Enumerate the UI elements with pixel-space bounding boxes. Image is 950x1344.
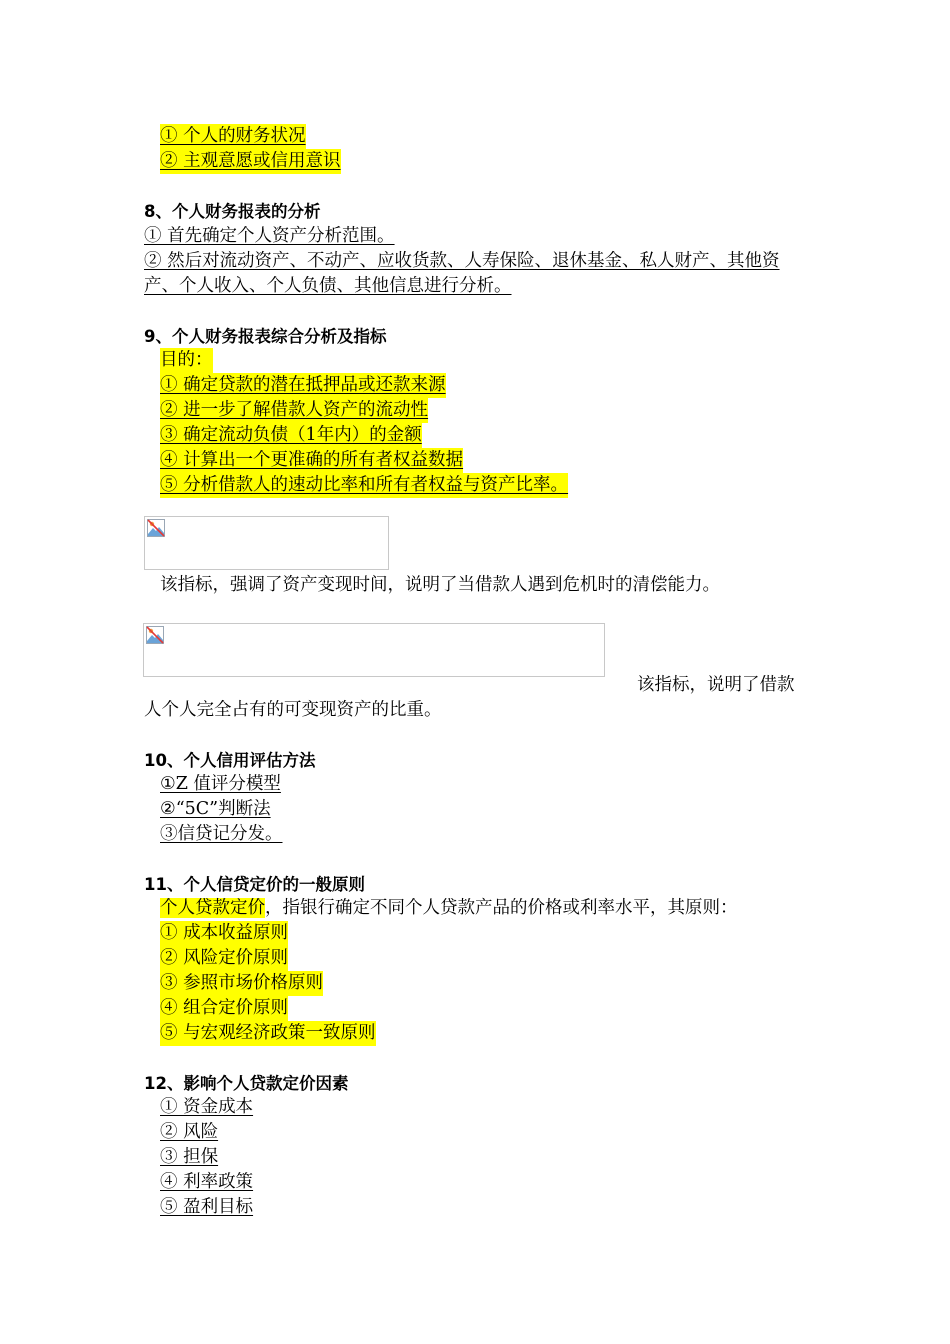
sec11-intro-rest: ，指银行确定不同个人贷款产品的价格或利率水平，其原则：: [265, 898, 738, 918]
broken-image-icon: [146, 626, 164, 644]
sec11-title: 11、个人信贷定价的一般原则: [144, 875, 365, 894]
sec11-intro-term: 个人贷款定价: [160, 898, 265, 918]
sec11-item-3: ③ 参照市场价格原则: [160, 971, 323, 996]
formula-image-2: [143, 623, 605, 677]
sec10-title: 10、个人信用评估方法: [144, 751, 316, 770]
sec11-item-2: ② 风险定价原则: [160, 946, 288, 971]
sec8-paragraph-2-line-2: 产、个人收入、个人负债、其他信息进行分析。: [144, 276, 512, 296]
sec9-item-5: ⑤ 分析借款人的速动比率和所有者权益与资产比率。: [160, 473, 568, 498]
sec12-title: 12、影响个人贷款定价因素: [144, 1074, 349, 1093]
sec8-paragraph-2-line-1: ② 然后对流动资产、不动产、应收货款、人寿保险、退休基金、私人财产、其他资: [144, 251, 780, 271]
sec8-paragraph-1: ① 首先确定个人资产分析范围。: [144, 226, 395, 246]
sec11-item-5: ⑤ 与宏观经济政策一致原则: [160, 1021, 376, 1046]
sec11-item-4: ④ 组合定价原则: [160, 996, 288, 1021]
sec11-item-1: ① 成本收益原则: [160, 921, 288, 946]
sec11-intro: [160, 896, 738, 921]
formula-image-1: [144, 516, 389, 570]
sec9-item-2: ② 进一步了解借款人资产的流动性: [160, 398, 428, 423]
indicator-2-description-end: 人个人完全占有的可变现资产的比重。: [144, 700, 442, 720]
sec10-item-3: ③信贷记分发。: [160, 824, 283, 844]
broken-image-icon: [147, 519, 165, 537]
sec12-item-4: ④ 利率政策: [160, 1172, 254, 1192]
sec8-title: 8、个人财务报表的分析: [144, 202, 321, 221]
sec9-item-4: ④ 计算出一个更准确的所有者权益数据: [160, 448, 463, 473]
sec7-item-2: ② 主观意愿或信用意识: [160, 149, 341, 174]
sec10-item-2: ②“5C”判断法: [160, 799, 271, 819]
indicator-2-description-start: 该指标，说明了借款: [637, 675, 795, 695]
sec12-item-3: ③ 担保: [160, 1147, 219, 1167]
indicator-1-description: 该指标，强调了资产变现时间，说明了当借款人遇到危机时的清偿能力。: [160, 575, 720, 595]
sec12-item-5: ⑤ 盈利目标: [160, 1197, 254, 1217]
sec9-purpose-label: 目的：: [160, 348, 213, 373]
sec12-item-2: ② 风险: [160, 1122, 219, 1142]
sec10-item-1: ①Z 值评分模型: [160, 774, 281, 794]
sec9-title: 9、个人财务报表综合分析及指标: [144, 327, 387, 346]
sec9-item-1: ① 确定贷款的潜在抵押品或还款来源: [160, 373, 446, 398]
sec7-item-1: ① 个人的财务状况: [160, 124, 306, 149]
sec9-item-3: ③ 确定流动负债（1年内）的金额: [160, 423, 422, 448]
sec12-item-1: ① 资金成本: [160, 1097, 254, 1117]
